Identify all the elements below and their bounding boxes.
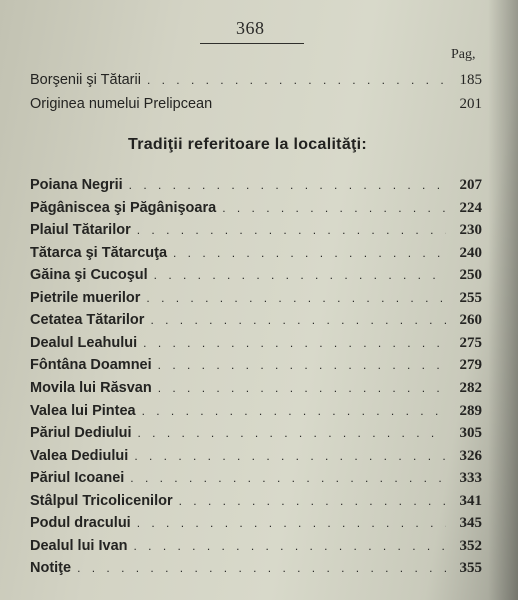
toc-entry-page: 355 — [459, 560, 482, 576]
dot-leader — [137, 223, 446, 237]
page-edge-shadow — [488, 0, 518, 600]
dot-leader — [154, 268, 446, 282]
dot-leader — [146, 291, 446, 305]
toc-entry-title: Păriul Dediului — [30, 425, 132, 441]
toc-entry-page: 345 — [459, 515, 482, 531]
toc-entry-title: Cetatea Tătarilor — [30, 312, 145, 328]
toc-entry — [30, 357, 482, 377]
toc-entry-title: Păgâniscea şi Păgânişoara — [30, 200, 217, 216]
toc-entry-page: 207 — [459, 177, 482, 193]
toc-entry — [30, 222, 482, 242]
toc-entry-page: 201 — [459, 96, 482, 112]
toc-entry-page: 250 — [459, 267, 482, 283]
toc-entry-title: Podul dracului — [30, 515, 131, 531]
toc-entry — [30, 312, 482, 332]
dot-leader — [142, 404, 446, 418]
dot-leader — [179, 494, 446, 508]
toc-entry-title: Movila lui Răsvan — [30, 380, 152, 396]
toc-entry-page: 305 — [459, 425, 482, 441]
toc-entry-title: Găina şi Cucoşul — [30, 267, 148, 283]
toc-entry — [30, 560, 482, 580]
dot-leader — [130, 471, 446, 485]
toc-entry — [30, 267, 482, 287]
toc-entry-page: 326 — [459, 448, 482, 464]
toc-entry — [30, 515, 482, 535]
toc-entry-title: Plaiul Tătarilor — [30, 222, 131, 238]
page-number: 368 — [236, 18, 265, 38]
toc-entry-title: Valea lui Pintea — [30, 403, 136, 419]
toc-entry-title: Păriul Icoanei — [30, 470, 125, 486]
toc-entry — [30, 448, 482, 468]
section-heading: Tradiţii referitoare la localităţi: — [128, 136, 368, 153]
toc-entry — [30, 493, 482, 513]
toc-entry-title: Notiţe — [30, 560, 72, 576]
dot-leader — [158, 358, 446, 372]
toc-entry — [30, 96, 482, 116]
toc-entry-title: Pietrile muerilor — [30, 290, 141, 306]
toc-entry-page: 230 — [459, 222, 482, 238]
toc-entry-page: 352 — [459, 538, 482, 554]
toc-entry — [30, 200, 482, 220]
toc-entry-title: Dealul Leahului — [30, 335, 138, 351]
dot-leader — [173, 246, 446, 260]
toc-entry — [30, 177, 482, 197]
toc-entry-title: Dealul lui Ivan — [30, 538, 128, 554]
dot-leader — [143, 336, 446, 350]
pag-column-label: Pag, — [451, 47, 476, 62]
toc-entry-page: 275 — [459, 335, 482, 351]
toc-entry-page: 341 — [459, 493, 482, 509]
toc-entry — [30, 380, 482, 400]
toc-entry-page: 185 — [459, 72, 482, 88]
toc-entry-title: Originea numelui Prelipcean — [30, 96, 213, 112]
toc-entry — [30, 538, 482, 558]
toc-entry-page: 224 — [459, 200, 482, 216]
toc-entry-title: Poiana Negrii — [30, 177, 123, 193]
dot-leader — [134, 449, 446, 463]
toc-entry — [30, 72, 482, 92]
toc-entry-page: 289 — [459, 403, 482, 419]
toc-entry-page: 240 — [459, 245, 482, 261]
toc-entry — [30, 403, 482, 423]
dot-leader — [137, 516, 446, 530]
dot-leader — [150, 313, 446, 327]
toc-entry-title: Valea Dediului — [30, 448, 129, 464]
toc-entry-title: Stâlpul Tricolicenilor — [30, 493, 173, 509]
toc-entry — [30, 470, 482, 490]
dot-leader — [158, 381, 446, 395]
toc-entry-title: Tătarca şi Tătarcuţa — [30, 245, 168, 261]
header-rule — [200, 43, 304, 44]
toc-entry — [30, 425, 482, 445]
dot-leader — [77, 561, 446, 575]
dot-leader — [147, 73, 446, 87]
dot-leader — [138, 426, 446, 440]
toc-entry-page: 260 — [459, 312, 482, 328]
toc-entry — [30, 290, 482, 310]
toc-entry — [30, 245, 482, 265]
toc-entry-title: Borşenii şi Tătarii — [30, 72, 141, 88]
toc-entry-page: 333 — [459, 470, 482, 486]
toc-entry-page: 282 — [459, 380, 482, 396]
dot-leader — [222, 201, 446, 215]
toc-entry-title: Fôntâna Doamnei — [30, 357, 152, 373]
dot-leader — [129, 178, 446, 192]
toc-entry-page: 255 — [459, 290, 482, 306]
toc-entry — [30, 335, 482, 355]
toc-entry-page: 279 — [459, 357, 482, 373]
dot-leader — [134, 539, 447, 553]
